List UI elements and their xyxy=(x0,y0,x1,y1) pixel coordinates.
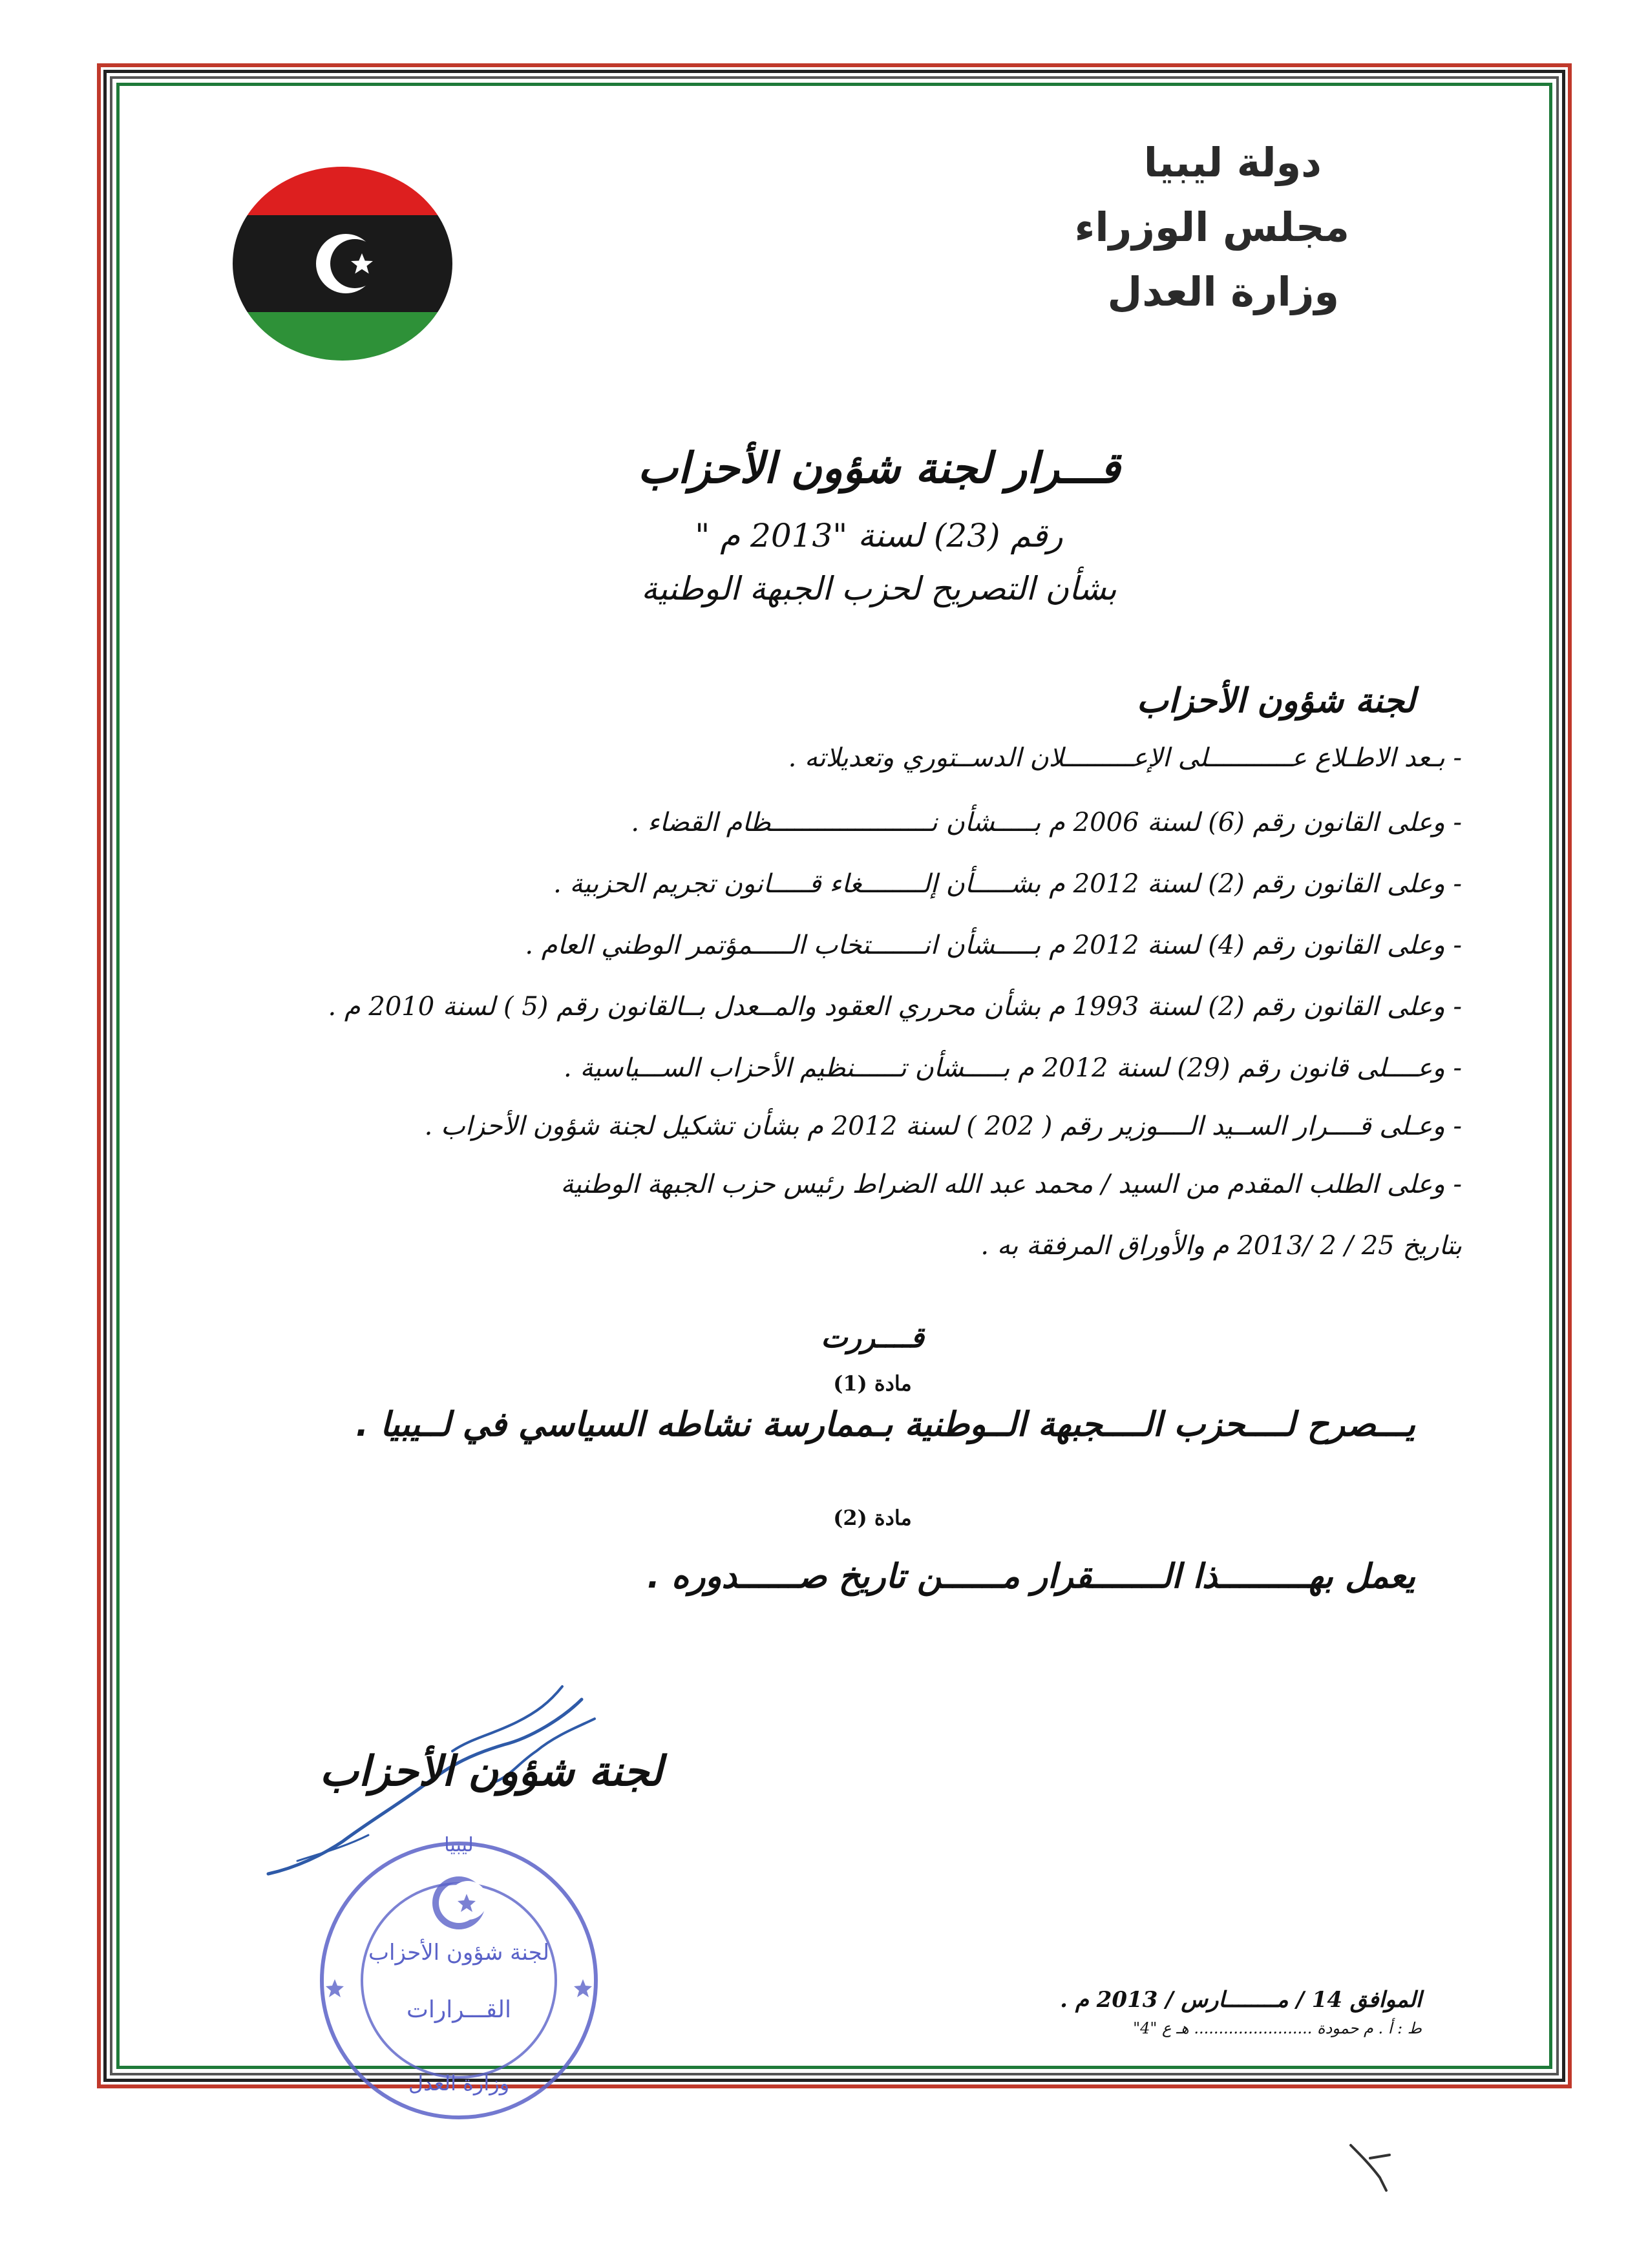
article-2-number: مادة (2) xyxy=(833,1506,912,1530)
footer-reference: ط : أ . م حمودة ........................ هـ ع "4" xyxy=(1133,2019,1422,2037)
article-2-text: يعمل بهـــــــــذا الـــــــقرار مــــــن تاريخ صــــــدوره . xyxy=(647,1557,1415,1596)
libya-flag-icon xyxy=(233,167,452,361)
header-ministry: وزارة العدل xyxy=(1107,268,1339,315)
header-state: دولة ليبيا xyxy=(1143,139,1322,186)
recital-1: - بـعد الاطـلاع عـــــــــــلى الإعـــــــــلان الدســتوري وتعديلاته . xyxy=(788,743,1462,773)
article-1-number: مادة (1) xyxy=(833,1371,912,1396)
recital-5: - وعلى القانون رقم (2) لسنة 1993 م بشأن محرري العقود والمــعدل بــالقانون رقم (5 ) لسنة 2010 م . xyxy=(328,992,1462,1022)
recital-8-continued: بتاريخ 25 / 2 /2013 م والأوراق المرفقة به . xyxy=(980,1231,1462,1261)
decision-title: قـــرار لجنة شؤون الأحزاب xyxy=(637,443,1121,493)
decided-label: قــــررت xyxy=(821,1321,924,1354)
header-council: مجلس الوزراء xyxy=(1074,204,1349,251)
recital-2: - وعلى القانون رقم (6) لسنة 2006 م بـــــشأن نـــــــــــــــــــــظام القضاء . xyxy=(631,808,1462,837)
recital-8: - وعلى الطلب المقدم من السيد / محمد عبد الله الضراط رئيس حزب الجبهة الوطنية xyxy=(560,1170,1462,1199)
stamp-center-text: لجنة شؤون الأحزاب xyxy=(368,1940,549,1966)
committee-heading: لجنة شؤون الأحزاب xyxy=(1136,682,1415,720)
recital-6: - وعــــلى قانون رقم (29) لسنة 2012 م بـــــشأن تــــــنظيم الأحزاب الســـياسية . xyxy=(564,1053,1462,1083)
signature-title: لجنة شؤون الأحزاب xyxy=(319,1748,663,1796)
stamp-top-text: ليبيا xyxy=(444,1834,474,1856)
decision-number: رقم (23) لسنة "2013 م " xyxy=(695,517,1063,554)
footer-date: الموافق 14 / مــــــــارس / 2013 م . xyxy=(1060,1987,1422,2013)
article-1-text: يـــصرح لــــحزب الــــجبهة الــوطنية بـممارسة نشاطه السياسي في لــيبيا . xyxy=(355,1405,1415,1444)
recital-7: - وعـلى قــــرار الســيد الــــوزير رقم ( 202 ) لسنة 2012 م بشأن تشكيل لجنة شؤون الأحزاب . xyxy=(424,1111,1462,1141)
pen-mark-icon xyxy=(1344,2139,1402,2197)
decision-subject: بشأن التصريح لحزب الجبهة الوطنية xyxy=(641,570,1117,607)
recital-4: - وعلى القانون رقم (4) لسنة 2012 م بـــــشأن انـــــــتخاب الـــــمؤتمر الوطني العام . xyxy=(525,930,1462,960)
stamp-lower-text: القـــرارات xyxy=(407,1997,511,2023)
stamp-bottom-text: وزارة العدل xyxy=(408,2071,510,2095)
recital-3: - وعلى القانون رقم (2) لسنة 2012 م بشـــــأن إلــــــــغاء قـــــانون تجريم الحزبية . xyxy=(553,869,1462,899)
